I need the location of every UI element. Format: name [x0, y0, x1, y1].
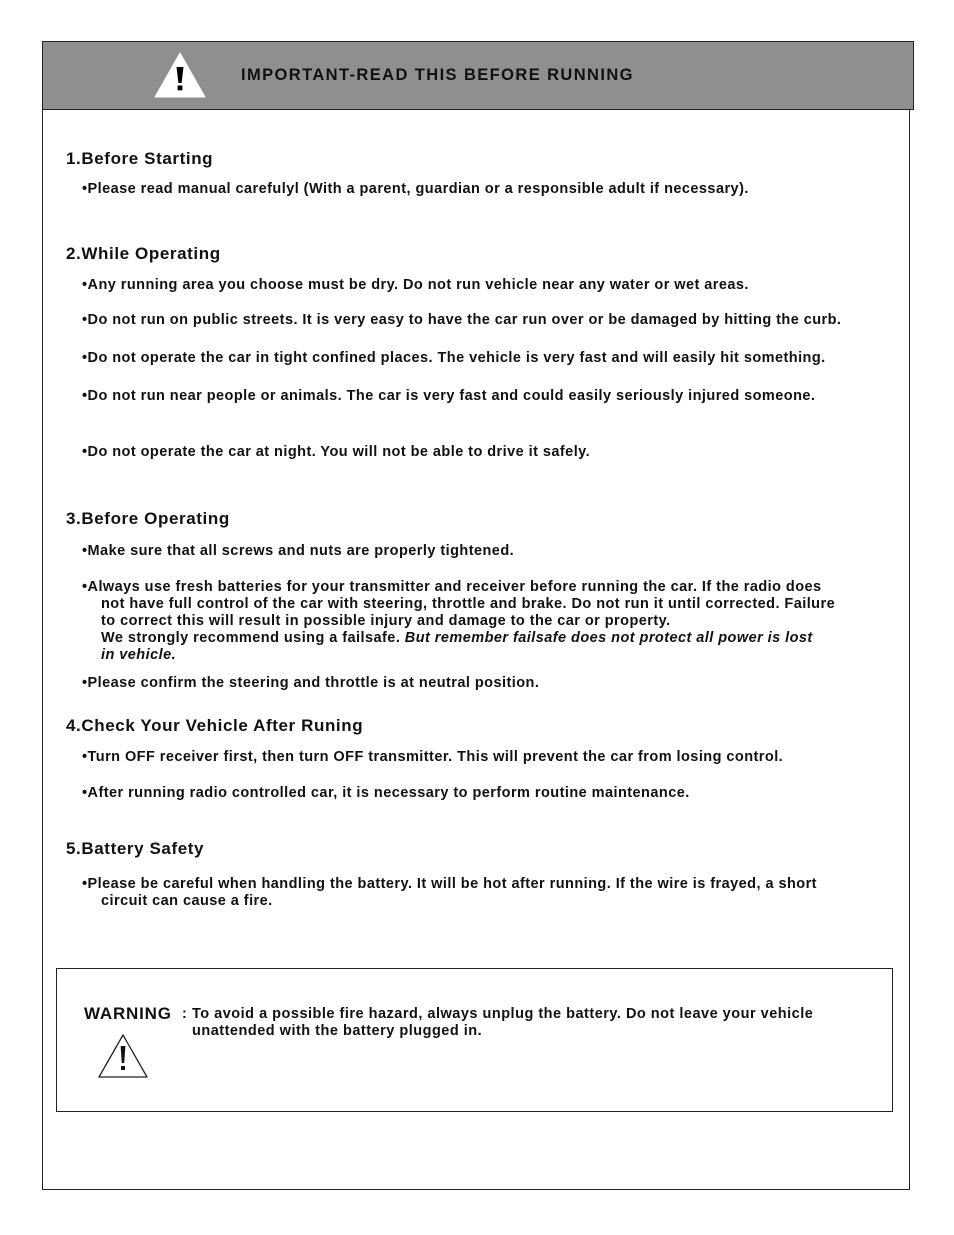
warning-label: WARNING [84, 1004, 172, 1023]
warning-text-line1: To avoid a possible fire hazard, always unplug the battery. Do not leave your vehicle [192, 1006, 814, 1022]
section-heading-before-operating: 3.Before Operating [66, 509, 230, 528]
bullet-screws-nuts: •Make sure that all screws and nuts are properly tightened. [82, 543, 515, 559]
section-heading-while-operating: 2.While Operating [66, 244, 221, 263]
page-header [42, 41, 914, 110]
bullet-maintenance: •After running radio controlled car, it is necessary to perform routine maintenance. [82, 785, 690, 801]
section-heading-battery-safety: 5.Battery Safety [66, 839, 205, 858]
bullet-night: •Do not operate the car at night. You will not be able to drive it safely. [82, 444, 591, 460]
bullet-battery-careful [82, 876, 817, 910]
bullet-fresh-batteries-line3: to correct this will result in possible injury and damage to the car or property. [101, 613, 671, 629]
warning-text [192, 1006, 813, 1040]
warning-box [56, 968, 893, 1112]
failsafe-recommendation: We strongly recommend using a failsafe. [101, 630, 405, 646]
bullet-battery-careful-line2: circuit can cause a fire. [101, 893, 273, 909]
bullet-public-streets: •Do not run on public streets. It is very easy to have the car run over or be damaged by hitting the curb. [82, 312, 842, 328]
bullet-fresh-batteries [82, 579, 835, 664]
warning-triangle-outline-icon [97, 1033, 149, 1079]
section-heading-check-vehicle: 4.Check Your Vehicle After Runing [66, 716, 364, 735]
bullet-people-animals: •Do not run near people or animals. The car is very fast and could easily seriously injured someone. [82, 388, 816, 404]
bullet-fresh-batteries-line5: in vehicle. [101, 647, 177, 663]
warning-colon: : [182, 1006, 187, 1022]
bullet-read-manual: •Please read manual carefulyl (With a parent, guardian or a responsible adult if necessary). [82, 181, 749, 197]
bullet-neutral-position: •Please confirm the steering and throttle is at neutral position. [82, 675, 540, 691]
warning-triangle-icon [154, 52, 206, 98]
bullet-fresh-batteries-line2: not have full control of the car with steering, throttle and brake. Do not run it until corrected. Failure [101, 596, 836, 612]
bullet-fresh-batteries-line1: •Always use fresh batteries for your transmitter and receiver before running the car. If the radio does [82, 579, 822, 595]
warning-text-line2: unattended with the battery plugged in. [192, 1023, 483, 1039]
bullet-turn-off: •Turn OFF receiver first, then turn OFF transmitter. This will prevent the car from losing control. [82, 749, 784, 765]
section-heading-before-starting: 1.Before Starting [66, 149, 214, 168]
bullet-confined-places: •Do not operate the car in tight confined places. The vehicle is very fast and will easily hit something. [82, 350, 826, 366]
bullet-dry-area: •Any running area you choose must be dry. Do not run vehicle near any water or wet areas. [82, 277, 749, 293]
bullet-fresh-batteries-line4 [82, 630, 835, 647]
bullet-battery-careful-line1: •Please be careful when handling the battery. It will be hot after running. If the wire is frayed, a short [82, 876, 817, 892]
header-title: IMPORTANT-READ THIS BEFORE RUNNING [241, 66, 634, 84]
failsafe-note-italic: But remember failsafe does not protect all power is lost [404, 630, 813, 646]
